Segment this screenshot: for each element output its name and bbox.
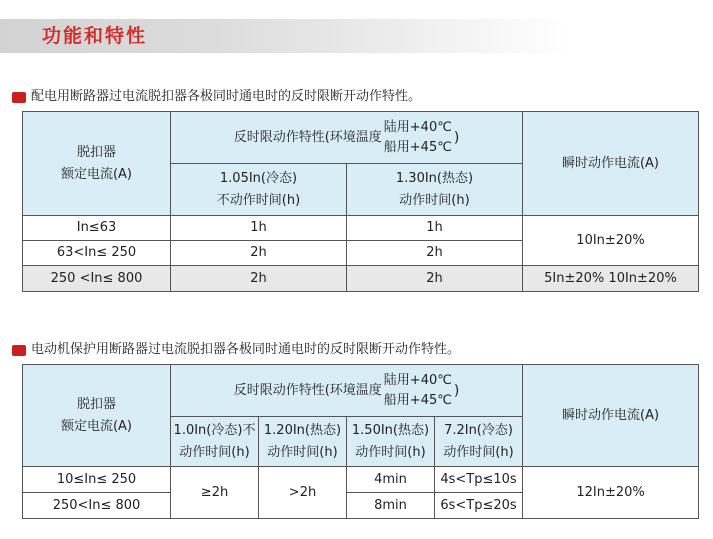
red-bullet-icon [12, 345, 26, 356]
subcol-header: 1.30In(热态) 动作时间(h) [347, 164, 523, 216]
table-cell: 5In±20% 10In±20% [523, 266, 699, 292]
table-cell: 250 <In≤ 800 [23, 266, 171, 292]
instant-current-header: 瞬时动作电流(A) [523, 112, 699, 216]
instant-current-header: 瞬时动作电流(A) [523, 365, 699, 467]
table-cell: 10In±20% [523, 216, 699, 266]
table-cell: 10≤In≤ 250 [23, 467, 171, 493]
env-land-temp: 陆用+40℃ [383, 372, 452, 388]
table-cell: 6s<Tp≤20s [435, 493, 523, 519]
subcol-header: 1.05In(冷态) 不动作时间(h) [171, 164, 347, 216]
table-cell: 2h [347, 266, 523, 292]
section-heading-text: 电动机保护用断路器过电流脱扣器各极同时通电时的反时限断开动作特性。 [31, 342, 461, 357]
table-cell: In≤63 [23, 216, 171, 241]
table-cell: 12In±20% [523, 467, 699, 519]
section-heading-distribution [12, 88, 421, 106]
table-cell: 63<In≤ 250 [23, 241, 171, 266]
env-ship-temp: 船用+45℃ [383, 139, 452, 155]
table-cell: 250<In≤ 800 [23, 493, 171, 519]
table-cell: 4min [347, 467, 435, 493]
env-ship-temp: 船用+45℃ [383, 392, 452, 408]
table-cell: >2h [259, 467, 347, 519]
inverse-time-header: 反时限动作特性(环境温度 陆用+40℃ 船用+45℃ ) [171, 365, 523, 417]
distribution-breaker-table [22, 111, 699, 292]
table-cell: 2h [171, 241, 347, 266]
table-cell: 4s<Tp≤10s [435, 467, 523, 493]
subcol-header: 1.50In(热态) 动作时间(h) [347, 417, 435, 467]
table-cell: 1h [347, 216, 523, 241]
subcol-header: 1.0In(冷态)不 动作时间(h) [171, 417, 259, 467]
table-cell: 2h [347, 241, 523, 266]
release-rated-current-header: 脱扣器 额定电流(A) [23, 112, 171, 216]
release-rated-current-header: 脱扣器 额定电流(A) [23, 365, 171, 467]
section-heading-text: 配电用断路器过电流脱扣器各极同时通电时的反时限断开动作特性。 [31, 89, 422, 104]
page-title: 功能和特性 [42, 25, 148, 47]
red-bullet-icon [12, 92, 26, 103]
table-cell: 1h [171, 216, 347, 241]
subcol-header: 7.2In(冷态) 动作时间(h) [435, 417, 523, 467]
table-cell: 2h [171, 266, 347, 292]
motor-protection-breaker-table [22, 364, 699, 519]
table-cell: ≥2h [171, 467, 259, 519]
subcol-header: 1.20In(热态) 动作时间(h) [259, 417, 347, 467]
section-heading-motor [12, 341, 460, 359]
env-land-temp: 陆用+40℃ [383, 119, 452, 135]
inverse-time-header: 反时限动作特性(环境温度 陆用+40℃ 船用+45℃ ) [171, 112, 523, 164]
table-cell: 8min [347, 493, 435, 519]
